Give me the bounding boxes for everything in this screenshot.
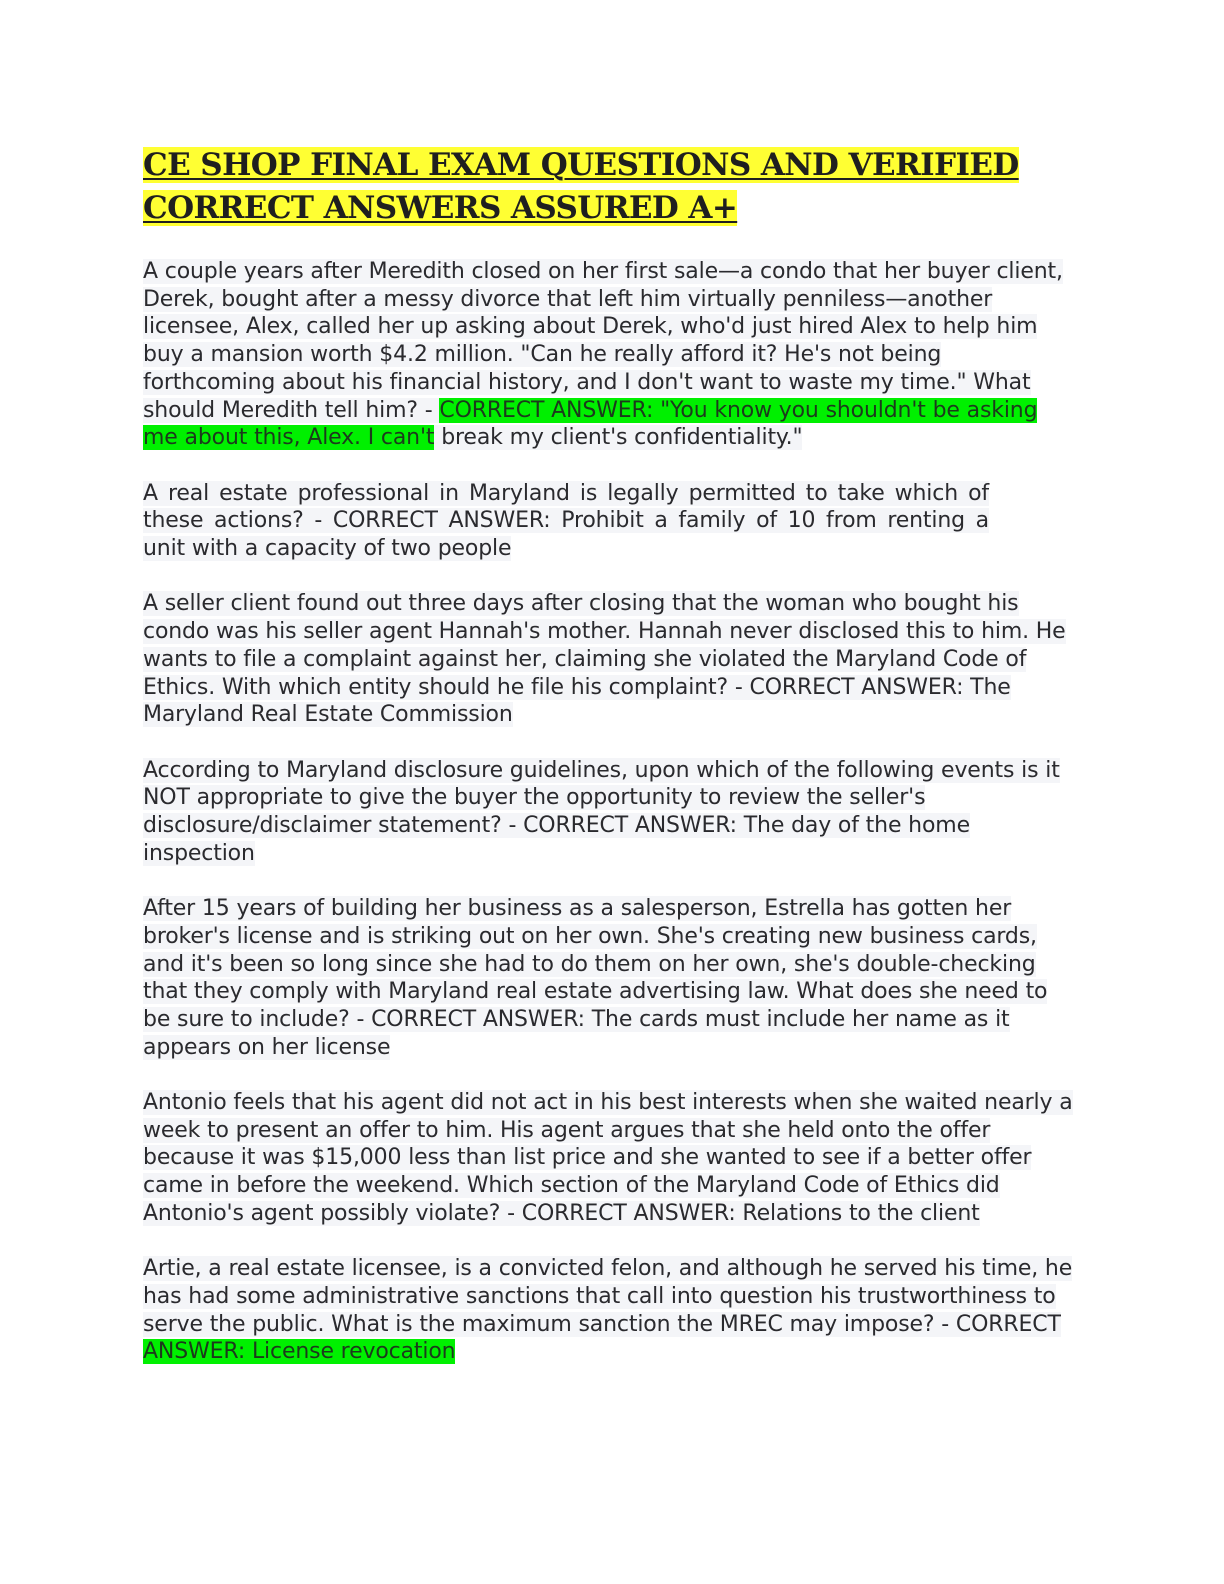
title-line-1: CE SHOP FINAL EXAM QUESTIONS AND VERIFIED	[143, 147, 1019, 183]
question-text: After 15 years of building her business as a salesperson, Estrella has gotten her broker's license and is striking out on her own. She's creating new business cards, and it's been so long since she had to do them on her own, she's double-checking that they comply with Maryland real estate advertising law. What does she need to be sure to include? - CORRECT ANSWER: The cards must include her name as it appears on her license	[143, 896, 1048, 1060]
highlighted-answer: CORRECT ANSWER: "You know you shouldn't be asking me about this, Alex. I can't	[143, 397, 1038, 451]
answer-text: break my client's confidentiality."	[434, 425, 803, 451]
highlighted-answer: ANSWER: License revocation	[143, 1339, 456, 1365]
qa-item	[143, 590, 1078, 729]
question-text: A real estate professional in Maryland is legally permitted to take which of these actions? - CORRECT ANSWER: Prohibit a family of 10 from renting a unit with a capacity of two people	[143, 480, 989, 562]
question-text: According to Maryland disclosure guidelines, upon which of the following events is it NOT appropriate to give the buyer the opportunity to review the seller's disclosure/disclaimer statement? - CORRECT ANSWER: The day of the home inspection	[143, 757, 1060, 866]
qa-item	[143, 1089, 1078, 1228]
question-text: A couple years after Meredith closed on her first sale—a condo that her buyer client, Derek, bought after a messy divorce that left him virtually penniless—another licensee, Alex, called her up asking about Derek, who'd just hired Alex to help him buy a mansion worth $4.2 million. "Can he really afford it? He's not being forthcoming about his financial history, and I don't want to waste my time." What should Meredith tell him? -	[143, 259, 1063, 423]
qa-item	[143, 480, 989, 563]
qa-item	[143, 895, 1078, 1061]
qa-item	[143, 1255, 1078, 1366]
title-line-2: CORRECT ANSWERS ASSURED A+	[143, 190, 738, 226]
document-title	[143, 144, 1078, 230]
question-text: Antonio feels that his agent did not act in his best interests when she waited nearly a week to present an offer to him. His agent argues that she held onto the offer because it was $15,000 less than list price and she wanted to see if a better offer came in before the weekend. Which section of the Maryland Code of Ethics did Antonio's agent possibly violate? - CORRECT ANSWER: Relations to the client	[143, 1090, 1073, 1226]
qa-item	[143, 757, 1078, 868]
question-text: Artie, a real estate licensee, is a convicted felon, and although he served his time, he has had some administrative sanctions that call into question his trustworthiness to serve the public. What is the maximum sanction the MREC may impose? - CORRECT	[143, 1256, 1073, 1337]
document-page	[143, 144, 1078, 1394]
question-text: A seller client found out three days after closing that the woman who bought his condo was his seller agent Hannah's mother. Hannah never disclosed this to him. He wants to file a complaint against her, claiming she violated the Maryland Code of Ethics. With which entity should he file his complaint? - CORRECT ANSWER: The Maryland Real Estate Commission	[143, 591, 1066, 728]
qa-item	[143, 258, 1078, 452]
